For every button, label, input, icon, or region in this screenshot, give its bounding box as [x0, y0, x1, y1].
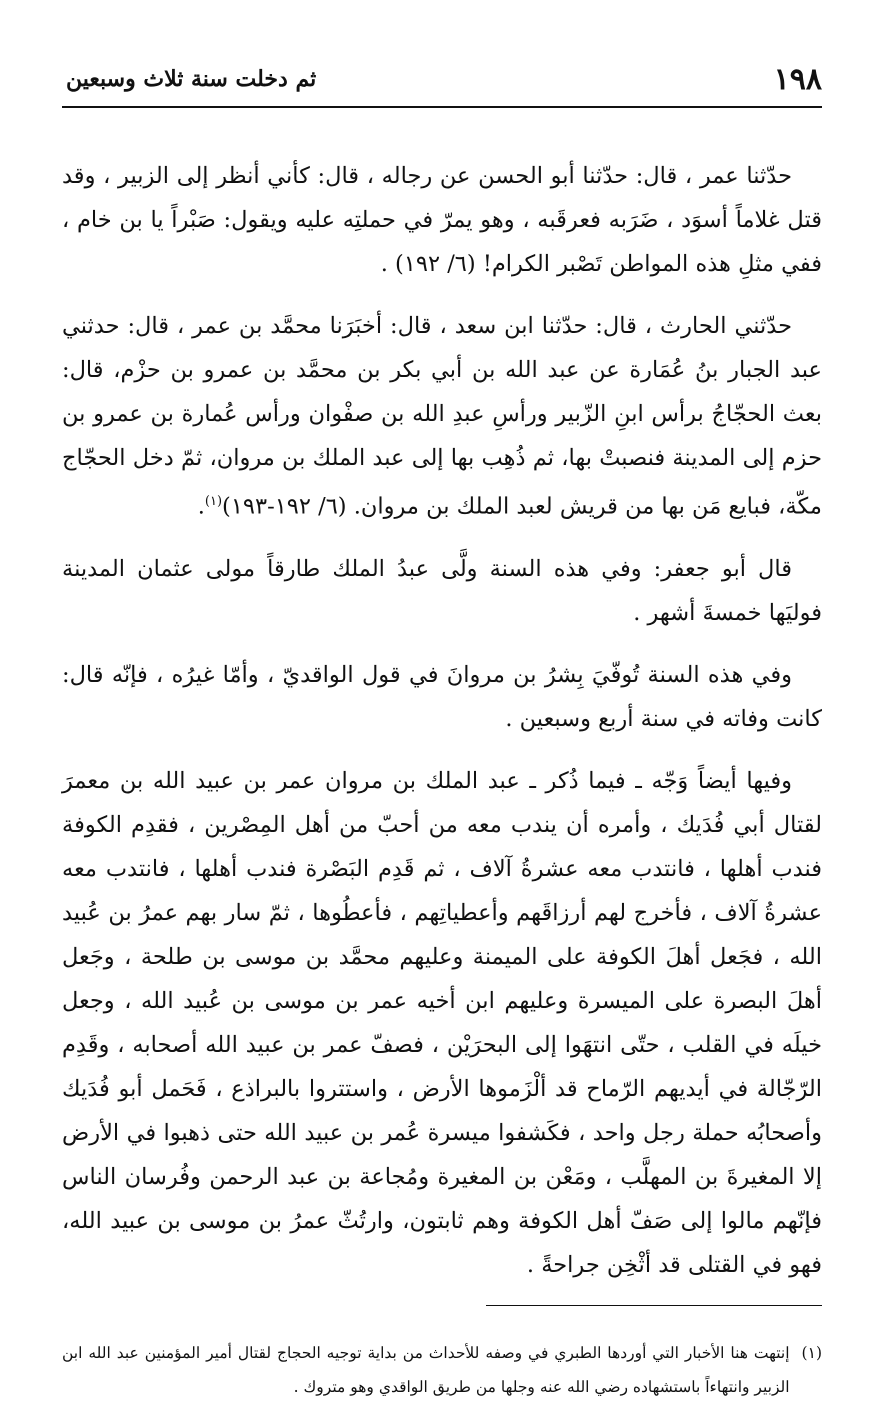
- footnote-reference[interactable]: (١): [204, 494, 223, 509]
- running-title: ثم دخلت سنة ثلاث وسبعين: [66, 66, 317, 92]
- paragraph-5: وفيها أيضاً وَجّه ـ فيما ذُكر ـ عبد الملك بن مروان عمر بن عبيد الله بن معمرَ لقتال أبي فُدَيك ، وأمره أن يندب معه من أحبّ من أهل المِصْرين ، فقدِم الكوفة فندب أهلها ، فانتدب معه عشرةُ آلاف ، ثم قَدِم البَصْرة فندب أهلها ، فانتدب معه عشرةُ آلاف ، فأخرج لهم أرزاقَهم وأعطياتِهم ، فأعطُوها ، ثمّ سار بهم عمرُ بن عُبيد الله ، فجَعل أهلَ الكوفة على الميمنة وعليهم محمَّد بن موسى بن طلحة ، وجَعل أهلَ البصرة على الميسرة وعليهم ابن أخيه عمر بن موسى بن عُبيد الله ، وجعل خيلَه في القلب ، حتّى انتهَوا إلى البحرَيْن ، فصفّ عمر بن عبيد الله أصحابه ، وقَدِم الرّجّالة في أيديهم الرّماح قد ألْزَموها الأرض ، واستتروا بالبراذع ، فَحَمل أبو فُدَيك وأصحابُه حملة رجل واحد ، فكَشفوا ميسرة عُمر بن عبيد الله حتى ذهبوا في الأرض إلا المغيرةَ بن المهلَّب ، ومَعْن بن المغيرة ومُجاعة بن عبد الرحمن وفُرسان الناس فإنّهم مالوا إلى صَفّ أهل الكوفة وهم ثابتون، وارتُثّ عمرُ بن موسى بن عبيد الله، فهو في القتلى قد أثْخِن جراحةً .: [62, 767, 822, 1278]
- main-text: [62, 154, 822, 1287]
- paragraph-2-text: حدّثني الحارث ، قال: حدّثنا ابن سعد ، قال: أخبَرَنا محمَّد بن عمر ، قال: حدثني عبد الجبار بنُ عُمَارة عن عبد الله بن أبي بكر بن محمَّد بن عمرو بن حزْم، قال: بعث الحجّاجُ برأس ابنِ الزّبير ورأسِ عبدِ الله بن صفْوان ورأس عُمارة بن عمرو بن حزم إلى المدينة فنصبتْ بها، ثم ذُهِب بها إلى عبد الملك بن مروان، ثمّ دخل الحجّاج مكّة، فبايع مَن بها من قريش لعبد الملك بن مروان. (٦/ ١٩٢-١٩٣): [62, 313, 822, 520]
- footnote-marker: (١): [801, 1343, 822, 1362]
- paragraph-2-end: .: [197, 493, 205, 520]
- footnote-divider: [486, 1305, 822, 1306]
- paragraph-3: قال أبو جعفر: وفي هذه السنة ولَّى عبدُ الملك طارقاً مولى عثمان المدينة فوليَها خمسةَ أشهر .: [62, 555, 822, 626]
- footnote: [62, 1336, 822, 1404]
- paragraph-2: [62, 304, 822, 529]
- paragraph-4: وفي هذه السنة تُوفّيَ بِشرُ بن مروانَ في قول الواقديّ ، وأمّا غيرُه ، فإنّه قال: كانت وفاته في سنة أربع وسبعين .: [62, 661, 822, 732]
- page-number: ١٩٨: [773, 62, 822, 97]
- paragraph-1: حدّثنا عمر ، قال: حدّثنا أبو الحسن عن رجاله ، قال: كأني أنظر إلى الزبير ، وقد قتل غلاماً أسوَد ، ضَرَبه فعرقَبه ، وهو يمرّ في حملتِه عليه ويقول: صَبْراً يا بن خام ، ففي مثلِ هذه المواطن تَصْبر الكرام! (٦/ ١٩٢) .: [62, 163, 822, 277]
- book-page: [62, 58, 822, 1396]
- footnote-text: إنتهت هنا الأخبار التي أوردها الطبري في وصفه للأحداث من بداية توجيه الحجاج لقتال أمير المؤمنين عبد الله ابن الزبير وانتهاءاً باستشهاده رضي الله عنه وجلها من طريق الواقدي وهو متروك .: [62, 1343, 790, 1396]
- page-header: [62, 58, 822, 108]
